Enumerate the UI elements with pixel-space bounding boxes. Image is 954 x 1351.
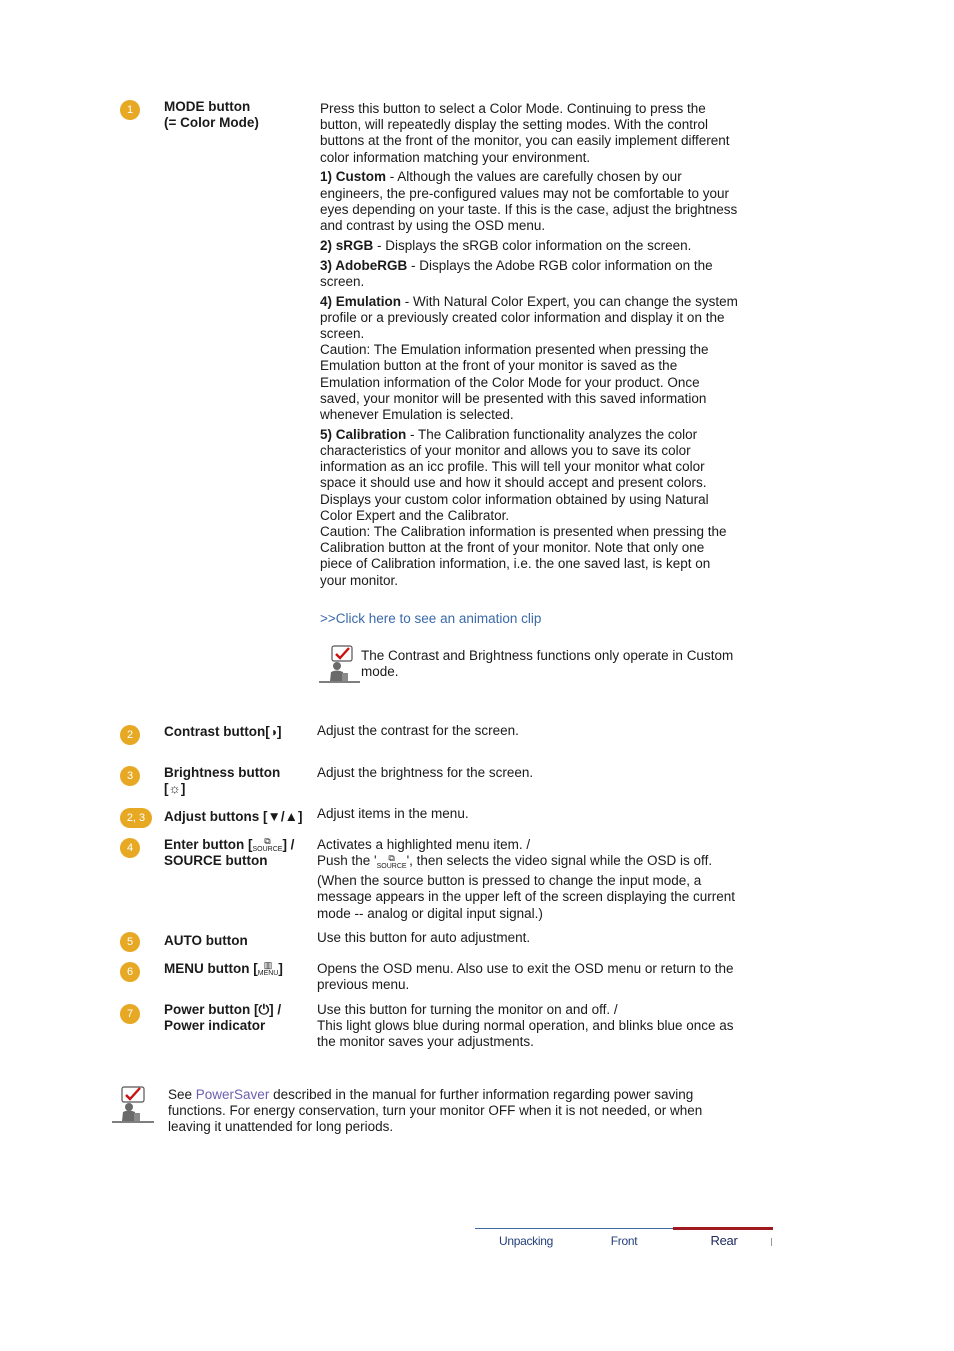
number-badge-6: 6 xyxy=(120,962,140,982)
number-badge-1: 1 xyxy=(120,100,140,120)
power-label-line1: Power button [⏻] / xyxy=(164,1002,282,1017)
power-desc-line2: This light glows blue during normal operation, and blinks blue once as the monitor saves your adjustments. xyxy=(317,1018,734,1050)
enter-desc-line1: Activates a highlighted menu item. / xyxy=(317,837,531,852)
brightness-label-line2: [☼] xyxy=(164,781,186,797)
enter-label-b: ] / xyxy=(282,837,295,852)
mode-srgb xyxy=(320,238,740,254)
push-text-a: Push the ' xyxy=(317,853,377,869)
source-icon: ⧉ SOURCE xyxy=(252,836,283,854)
powersaver-text: described in the manual for further information regarding power saving functions. For energy conservation, turn your monitor OFF when it is not needed, or when leaving it unattended for long periods. xyxy=(168,1087,703,1135)
enter-label-line2: SOURCE button xyxy=(164,853,268,869)
mode-calibration xyxy=(320,427,740,589)
contrast-label-text: Contrast button[ xyxy=(164,724,270,739)
enter-desc-para2: (When the source button is pressed to change the input mode, a message appears in the upper left of the screen displaying the current mode -- analog or digital input signal.) xyxy=(317,873,735,921)
nav-tab-unpacking[interactable]: Unpacking xyxy=(498,1234,553,1248)
contrast-button-label xyxy=(164,724,314,740)
source-icon-inline: ⧉ SOURCE xyxy=(376,852,407,870)
emulation-text: - With Natural Color Expert, you can change the system profile or a previously created color information and display it on the screen. xyxy=(320,293,738,342)
calibration-caution: Caution: The Calibration information is presented when pressing the Calibration button at the front of your monitor. Note that only one piece of Calibration information, i.e. the one saved last, is kept on your monitor. xyxy=(320,524,727,588)
custom-mode-note: The Contrast and Brightness functions only operate in Custom mode. xyxy=(361,648,734,680)
note-icon-footer xyxy=(112,1086,152,1124)
brightness-button-label xyxy=(164,765,314,797)
source-icon-word: SOURCE xyxy=(252,846,283,854)
custom-text: - Although the values are carefully chosen by our engineers, the pre-configured values may not be comfortable to your eyes depending on your taste. If this is the case, adjust the brightness and contrast by using the OSD menu. xyxy=(320,169,738,234)
power-button-label xyxy=(164,1002,314,1034)
mode-button-label xyxy=(164,99,314,131)
menu-icon-word: MENU xyxy=(257,970,279,978)
number-badge-3: 3 xyxy=(120,766,140,786)
power-label-line2: Power indicator xyxy=(164,1018,266,1034)
brightness-label-line1: Brightness button xyxy=(164,765,281,780)
menu-icon: ▥ MENU xyxy=(257,960,279,978)
srgb-text: - Displays the sRGB color information on the screen. xyxy=(373,237,692,253)
enter-desc-push xyxy=(317,853,741,869)
enter-label-line1 xyxy=(164,837,314,853)
power-desc-line1: Use this button for turning the monitor on and off. / xyxy=(317,1002,618,1017)
mode-emulation xyxy=(320,294,740,424)
mode-adobergb xyxy=(320,258,740,290)
enter-label-a: Enter button [ xyxy=(164,837,253,852)
menu-label-a: MENU button [ xyxy=(164,961,258,976)
brightness-description: Adjust the brightness for the screen. xyxy=(317,765,534,780)
contrast-description: Adjust the contrast for the screen. xyxy=(317,723,519,738)
powersaver-link[interactable]: PowerSaver xyxy=(195,1087,270,1102)
nav-tab-rear[interactable]: Rear xyxy=(710,1233,738,1248)
animation-clip-link[interactable]: >>Click here to see an animation clip xyxy=(320,611,542,626)
mode-label-line2: (= Color Mode) xyxy=(164,115,259,131)
nav-tab-front[interactable]: Front xyxy=(610,1234,638,1248)
custom-title: 1) Custom xyxy=(320,169,387,185)
emulation-title: 4) Emulation xyxy=(320,293,402,309)
enter-button-label xyxy=(164,837,314,870)
number-badge-7: 7 xyxy=(120,1004,140,1024)
adjust-description: Adjust items in the menu. xyxy=(317,806,469,821)
number-badge-5: 5 xyxy=(120,932,140,952)
enter-description xyxy=(317,837,741,925)
emulation-caution: Caution: The Emulation information presented when pressing the Emulation button at the front of your monitor is saved as the Emulation information of the Color Mode for your product. Once saved, your monitor will be presented with this saved information whenever Emulation is selected. xyxy=(320,342,709,423)
menu-label-b: ] xyxy=(278,961,283,976)
mode-label-line1: MODE button xyxy=(164,99,251,114)
push-text-b: ', then selects the video signal while the OSD is off. xyxy=(406,853,713,869)
number-badge-2-3: 2, 3 xyxy=(120,808,152,828)
mode-intro: Press this button to select a Color Mode. Continuing to press the button, will repeatedly display the setting modes. With the control buttons at the front of the monitor, you can easily implement different color information matching your environment. xyxy=(320,101,730,165)
powersaver-note xyxy=(168,1087,748,1136)
srgb-title: 2) sRGB xyxy=(320,237,374,253)
calibration-title: 5) Calibration xyxy=(320,426,407,442)
adobergb-title: 3) AdobeRGB xyxy=(320,257,408,273)
adobergb-text: - Displays the Adobe RGB color information on the screen. xyxy=(320,257,713,289)
calibration-text: - The Calibration functionality analyzes the color characteristics of your monitor and allows you to save its color information as an icc profile. This will tell your monitor what color space it should use and how it should accept and present colors. Displays your custom color information obtained by using Natural Color Expert and the Calibrator. xyxy=(320,426,709,523)
contrast-label-end: ] xyxy=(276,724,282,739)
power-description xyxy=(317,1002,741,1051)
contrast-icon: ◑ xyxy=(269,725,277,739)
mode-custom xyxy=(320,169,740,234)
source-inline-word: SOURCE xyxy=(376,862,407,870)
mode-description xyxy=(320,101,740,592)
auto-description: Use this button for auto adjustment. xyxy=(317,930,531,945)
menu-button-label xyxy=(164,961,314,977)
note-icon xyxy=(318,645,358,683)
number-badge-2: 2 xyxy=(120,725,140,745)
powersaver-prefix: See xyxy=(168,1087,196,1102)
auto-button-label: AUTO button xyxy=(164,933,248,948)
number-badge-4: 4 xyxy=(120,838,140,858)
adjust-buttons-label: Adjust buttons [▼/▲] xyxy=(164,809,303,824)
menu-description: Opens the OSD menu. Also use to exit the OSD menu or return to the previous menu. xyxy=(317,961,734,993)
